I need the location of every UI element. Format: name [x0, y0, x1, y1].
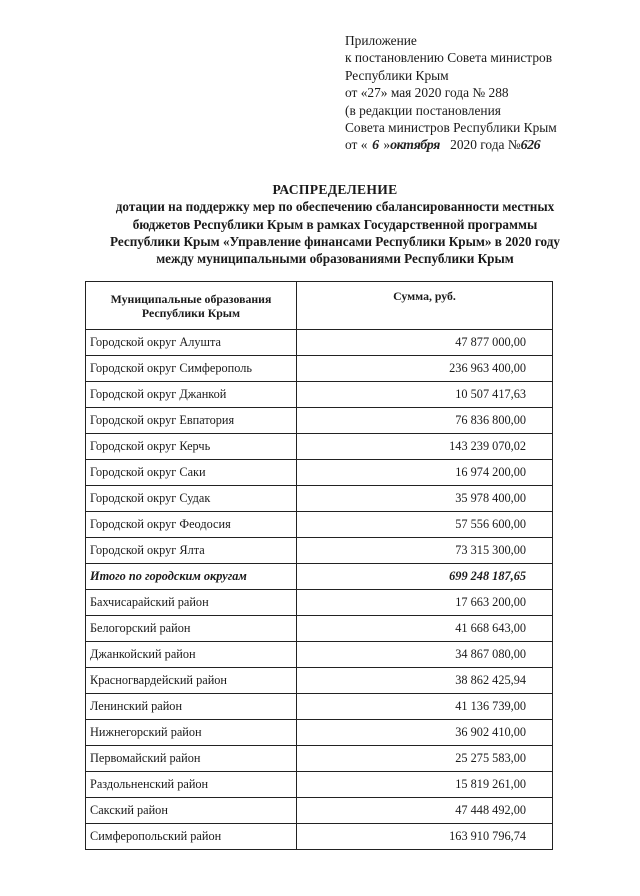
table-row — [86, 330, 553, 356]
sum-value: 143 239 070,02 — [297, 434, 553, 460]
table-row — [86, 616, 553, 642]
municipality-name: Городской округ Алушта — [86, 330, 297, 356]
municipality-name: Первомайский район — [86, 746, 297, 772]
distribution-table — [85, 281, 553, 850]
title-line: Республики Крым «Управление финансами Республики Крым» в 2020 году — [109, 233, 561, 249]
municipality-name: Джанкойский район — [86, 642, 297, 668]
table-row — [86, 538, 553, 564]
header-sum: Сумма, руб. — [297, 282, 553, 330]
table-row — [86, 356, 553, 382]
sum-value: 10 507 417,63 — [297, 382, 553, 408]
table-body — [86, 330, 553, 850]
header-text: Республики Крым — [141, 305, 241, 320]
municipality-name: Нижнегорский район — [86, 720, 297, 746]
date-prefix: от « — [345, 137, 368, 153]
sum-value: 47 877 000,00 — [297, 330, 553, 356]
handwritten-number: 626 — [520, 138, 541, 154]
municipality-name: Раздольненский район — [86, 772, 297, 798]
annex-line-date — [345, 136, 557, 154]
municipality-name: Городской округ Ялта — [86, 538, 297, 564]
municipality-name: Городской округ Джанкой — [86, 382, 297, 408]
table-row — [86, 590, 553, 616]
sum-value: 34 867 080,00 — [297, 642, 553, 668]
table-row — [86, 798, 553, 824]
sum-value: 16 974 200,00 — [297, 460, 553, 486]
annex-line: Приложение — [345, 33, 417, 48]
municipality-name: Городской округ Саки — [86, 460, 297, 486]
table-header-row — [86, 282, 553, 330]
table-total-row — [86, 564, 553, 590]
annex-line: Республики Крым — [345, 67, 449, 83]
table-row — [86, 772, 553, 798]
annex-header — [345, 32, 557, 155]
municipality-name: Городской округ Судак — [86, 486, 297, 512]
table-row — [86, 668, 553, 694]
municipality-name: Городской округ Евпатория — [86, 408, 297, 434]
municipality-name: Сакский район — [86, 798, 297, 824]
document-title — [60, 181, 610, 267]
sum-value: 76 836 800,00 — [297, 408, 553, 434]
sum-value: 41 136 739,00 — [297, 694, 553, 720]
title-line: дотации на поддержку мер по обеспечению сбалансированности местных — [115, 199, 555, 215]
table-row — [86, 408, 553, 434]
table-row — [86, 486, 553, 512]
annex-line: Совета министров Республики Крым — [345, 120, 557, 136]
sum-value: 41 668 643,00 — [297, 616, 553, 642]
sum-value: 25 275 583,00 — [297, 746, 553, 772]
municipality-name: Симферопольский район — [86, 824, 297, 850]
annex-line: к постановлению Совета министров — [345, 50, 553, 66]
municipality-name: Городской округ Керчь — [86, 434, 297, 460]
table-row — [86, 694, 553, 720]
handwritten-day: 6 — [372, 138, 379, 154]
sum-value: 699 248 187,65 — [297, 564, 553, 590]
title-main: РАСПРЕДЕЛЕНИЕ — [272, 182, 398, 197]
municipality-name: Красногвардейский район — [86, 668, 297, 694]
sum-value: 57 556 600,00 — [297, 512, 553, 538]
sum-value: 36 902 410,00 — [297, 720, 553, 746]
sum-value: 73 315 300,00 — [297, 538, 553, 564]
table-row — [86, 382, 553, 408]
title-line: между муниципальными образованиями Республики Крым — [156, 251, 514, 267]
municipality-name: Белогорский район — [86, 616, 297, 642]
sum-value: 35 978 400,00 — [297, 486, 553, 512]
date-quote: » — [383, 137, 391, 153]
municipality-name: Городской округ Симферополь — [86, 356, 297, 382]
sum-value: 17 663 200,00 — [297, 590, 553, 616]
date-year: 2020 года № — [450, 137, 521, 153]
annex-line: от «27» мая 2020 года № 288 — [345, 85, 509, 101]
table-row — [86, 824, 553, 850]
table-row — [86, 746, 553, 772]
municipality-name: Ленинский район — [86, 694, 297, 720]
municipality-name: Городской округ Феодосия — [86, 512, 297, 538]
table-row — [86, 512, 553, 538]
table-row — [86, 720, 553, 746]
sum-value: 38 862 425,94 — [297, 668, 553, 694]
header-municipality — [86, 282, 297, 330]
municipality-name: Бахчисарайский район — [86, 590, 297, 616]
table-row — [86, 642, 553, 668]
title-line: бюджетов Республики Крым в рамках Государственной программы — [132, 216, 538, 232]
table-row — [86, 434, 553, 460]
sum-value: 47 448 492,00 — [297, 798, 553, 824]
table-row — [86, 460, 553, 486]
municipality-name: Итого по городским округам — [86, 564, 297, 590]
annex-line: (в редакции постановления — [345, 102, 501, 118]
header-text: Муниципальные образования — [110, 291, 272, 306]
sum-value: 163 910 796,74 — [297, 824, 553, 850]
sum-value: 236 963 400,00 — [297, 356, 553, 382]
sum-value: 15 819 261,00 — [297, 772, 553, 798]
handwritten-month: октября — [390, 138, 440, 154]
